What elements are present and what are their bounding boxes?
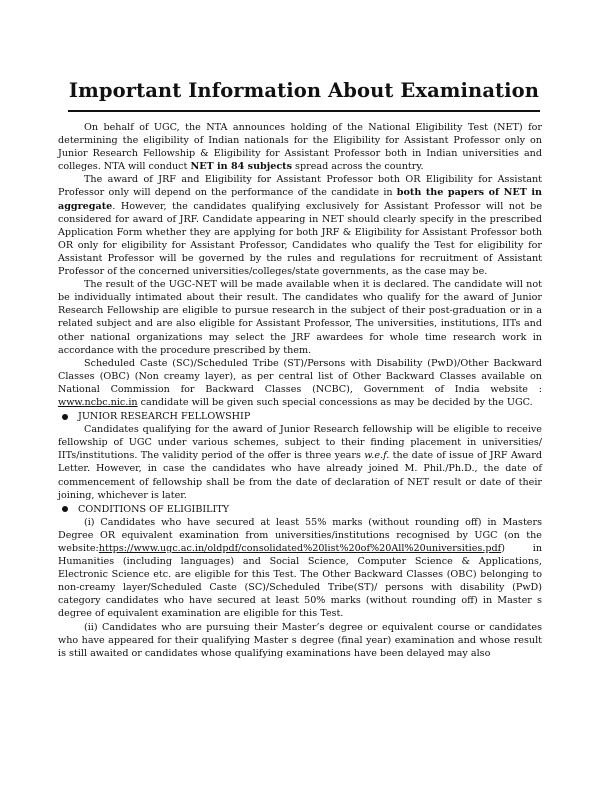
text-run: the date of issue of JRF Award Letter. However, in case the candidates who have already joined M. Phil./Ph.D., the date of commencement of fellowship shall be from the date of declaration of NET result or date of their joining, whichever is later. [58,450,542,501]
section-heading-jrf [58,410,542,423]
paragraph-award-jrf [58,173,542,278]
italic-run: w.e.f. [364,450,390,462]
paragraph-jrf [58,423,542,502]
document-body [58,121,542,660]
text-run: Candidates qualifying for the award of Junior Research fellowship will be eligible to receive fellowship of UGC under various schemes, subject to their finding placement in universities/ IITs/institutions. The validity period of the offer is three years [58,424,542,462]
text-run: (i) Candidates who have secured at least 55% marks (without rounding off) in Masters Degree OR equivalent examination from universities/institutions recognised by UGC (on the website: [58,516,542,554]
text-run: . However, the candidates qualifying exclusively for Assistant Professor will not be considered for award of JRF. Candidate appearing in NET should clearly specify in the prescribed Application Form whether they are applying for both JRF & Eligibility for Assistant Professor both OR only for eligibility for Assistant Professor, Candidates who qualify the Test for eligibility for Assistant Professor will be governed by the rules and regulations for recruitment of Assistant Professor of the concerned universities/colleges/state governments, as the case may be. [58,200,542,278]
title-underline [68,110,540,112]
text-run: spread across the country. [292,161,424,173]
paragraph-result: The result of the UGC-NET will be made available when it is declared. The candidate will not be individually intimated about their result. The candidates who qualify for the award of Junior Research Fellowship are eligible to pursue research in the subject of their post-graduation or in a related subject and are also eligible for Assistant Professor, The universities, institutions, IITs and other national organizations may select the JRF awardees for whole time research work in accordance with the procedure prescribed by them. [58,279,542,356]
paragraph-reservation [58,357,542,409]
ugc-universities-link[interactable]: https://www.ugc.ac.in/oldpdf/consolidated%20list%20of%20All%20universities.pdf [98,543,502,554]
heading-label: CONDITIONS OF ELIGIBILITY [78,503,230,515]
ncbc-link[interactable]: www.ncbc.nic.in [58,396,138,408]
page-title: Important Information About Examination [68,79,540,102]
heading-label: JUNIOR RESEARCH FELLOWSHIP [78,411,251,423]
paragraph-eligibility-i [58,516,542,621]
paragraph-eligibility-ii: (ii) Candidates who are pursuing their Master’s degree or equivalent course or candidates who have appeared for their qualifying Master s degree (final year) examination and whose result is still awaited or candidates whose qualifying examinations have been delayed may also [58,621,542,659]
bold-run: NET in 84 subjects [190,161,292,173]
text-run: The award of JRF and Eligibility for Assistant Professor both OR Eligibility for Assistant Professor only will depend on the performance of the candidate in [58,174,542,199]
bullet-icon [62,414,68,420]
text-run: On behalf of UGC, the NTA announces holding of the National Eligibility Test (NET) for determining the eligibility of Indian nationals for the Eligibility for Assistant Professor only on Junior Research Fellowship & Eligibility for Assistant Professor both in Indian universities and colleges. NTA will conduct [58,122,542,173]
text-run: candidate will be given such special concessions as may be decided by the UGC. [137,396,533,408]
bold-run: both the papers of NET in aggregate [58,187,542,212]
paragraph-net-overview [58,121,542,173]
section-heading-eligibility [58,503,542,516]
text-run: Scheduled Caste (SC)/Scheduled Tribe (ST)/Persons with Disability (PwD)/Other Backward Classes (OBC) (Non creamy layer), as per central list of Other Backward Classes available on National Commission for Backward Classes (NCBC), Government of India website : [58,357,542,395]
text-run: ) in Humanities (including languages) and Social Science, Computer Science & Applications, Electronic Science etc. are eligible for this Test. The Other Backward Classes (OBC) belonging to non-creamy layer/Scheduled Caste (SC)/Scheduled Tribe(ST)/ persons with disability (PwD) category candidates who have secured at least 50% marks (without rounding off) in Master s degree of equivalent examination are eligible for this Test. [58,543,542,620]
bullet-icon [62,506,68,512]
